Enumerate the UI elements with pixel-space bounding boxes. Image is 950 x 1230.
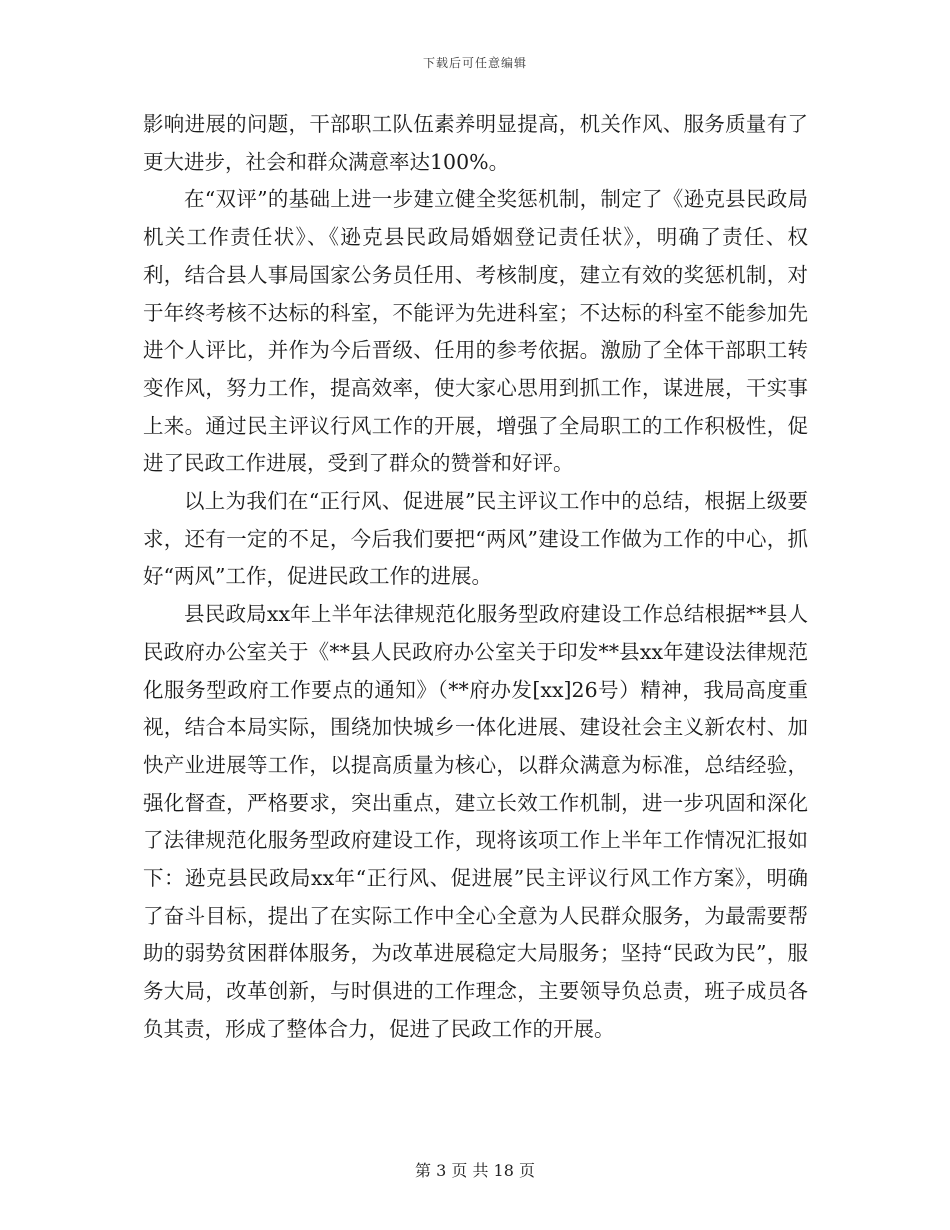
paragraph-4: 县民政局xx年上半年法律规范化服务型政府建设工作总结根据**县人民政府办公室关于《**县人民政府办公室关于印发**县xx年建设法律规范化服务型政府工作要点的通知》（**府办发[xx]26号）精神，我局高度重视，结合本局实际，围绕加快城乡一体化进展、建设社会主义新农村、加快产业进展等工作，以提高质量为核心，以群众满意为标准，总结经验，强化督查，严格要求，突出重点，建立长效工作机制，进一步巩固和深化了法律规范化服务型政府建设工作，现将该项工作上半年工作情况汇报如下：逊克县民政局xx年“正行风、促进展”民主评议行风工作方案》，明确了奋斗目标，提出了在实际工作中全心全意为人民群众服务，为最需要帮助的弱势贫困群体服务，为改革进展稳定大局服务；坚持“民政为民”，服务大局，改革创新，与时俱进的工作理念，主要领导负总责，班子成员各负其责，形成了整体合力，促进了民政工作的开展。 bbox=[143, 602, 808, 1041]
paragraph-1: 影响进展的问题，干部职工队伍素养明显提高，机关作风、服务质量有了更大进步，社会和群众满意率达100%。 bbox=[143, 112, 808, 174]
page-number-footer: 第 3 页 共 18 页 bbox=[415, 1161, 535, 1180]
paragraph-2: 在“双评”的基础上进一步建立健全奖惩机制，制定了《逊克县民政局机关工作责任状》、《逊克县民政局婚姻登记责任状》，明确了责任、权利，结合县人事局国家公务员任用、考核制度，建立有效的奖惩机制，对于年终考核不达标的科室，不能评为先进科室；不达标的科室不能参加先进个人评比，并作为今后晋级、任用的参考依据。激励了全体干部职工转变作风，努力工作，提高效率，使大家心思用到抓工作，谋进展，干实事上来。通过民主评议行风工作的开展，增强了全局职工的工作积极性，促进了民政工作进展，受到了群众的赞誉和好评。 bbox=[143, 187, 808, 476]
paragraph-3: 以上为我们在“正行风、促进展”民主评议工作中的总结，根据上级要求，还有一定的不足，今后我们要把“两风”建设工作做为工作的中心，抓好“两风”工作，促进民政工作的进展。 bbox=[143, 489, 808, 589]
document-body bbox=[143, 106, 808, 1049]
page-header-note: 下载后可任意编辑 bbox=[422, 56, 527, 70]
